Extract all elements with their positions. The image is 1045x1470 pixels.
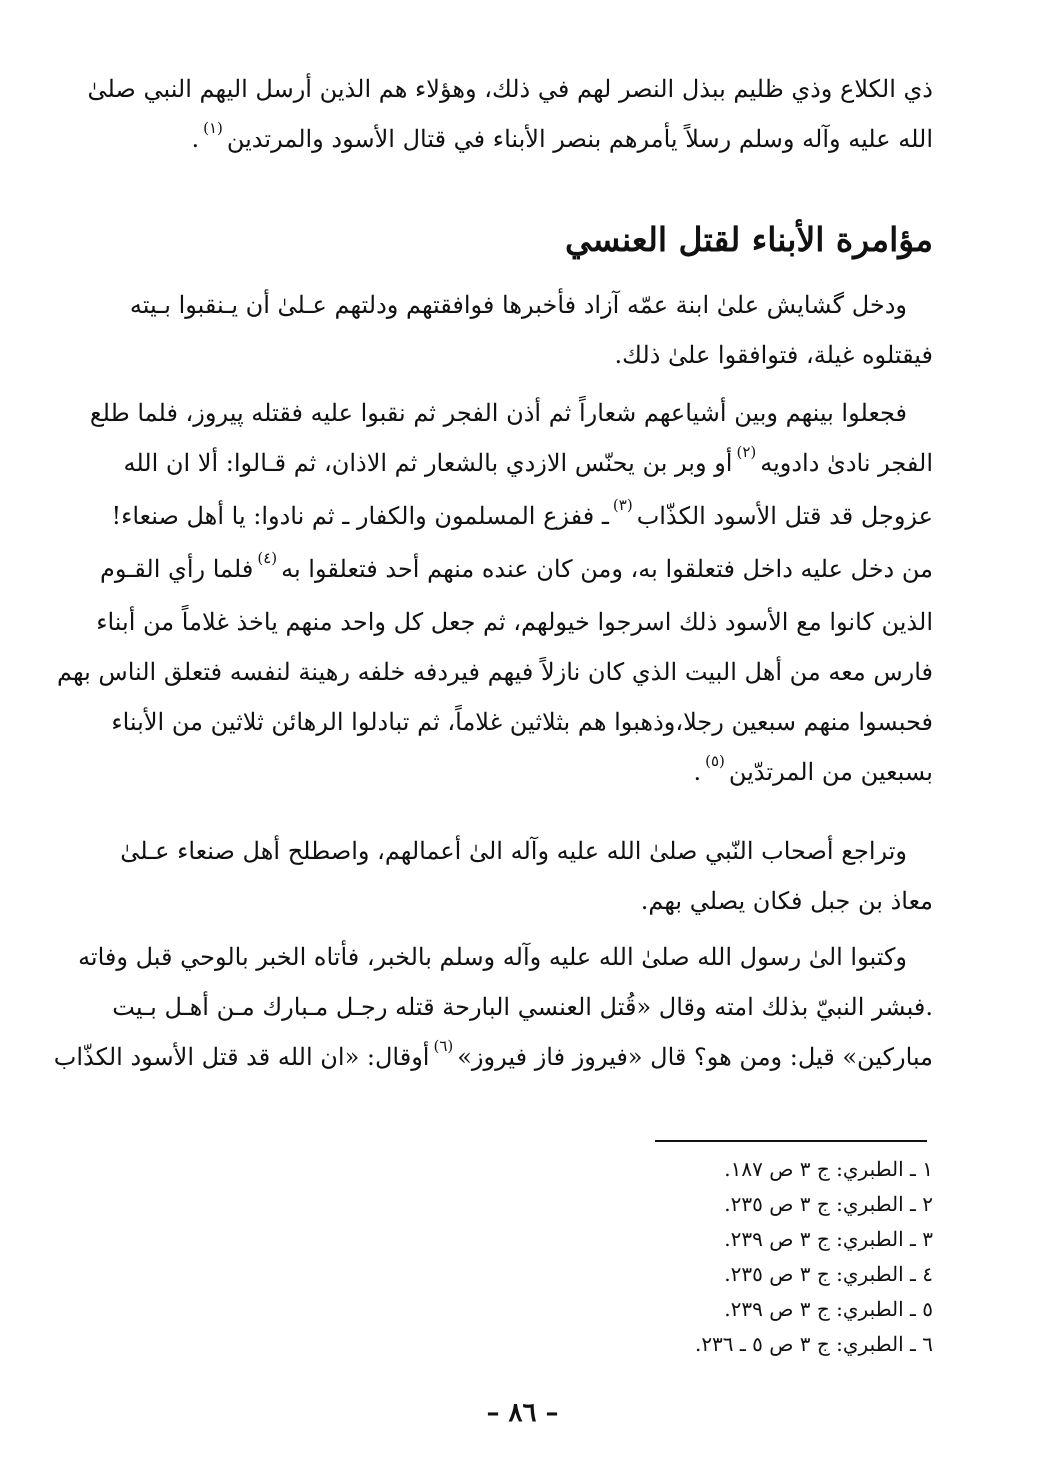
- text-segment: عزوجل قد قتل الأسود الكذّاب: [636, 502, 933, 530]
- text-line: فجعلوا بينهم وبين أشياعهم شعاراً ثم أذن الفجر ثم نقبوا عليه فقتله پيروز، فلما طلع: [89, 399, 907, 427]
- text-line: [53, 1032, 933, 1085]
- text-line: [113, 747, 933, 800]
- paragraph-4: [53, 932, 933, 1085]
- text-line: فيقتلوه غيلة، فتوافقوا علىٰ ذلك.: [614, 341, 933, 369]
- text-line: معاذ بن جبل فكان يصلي بهم.: [640, 887, 933, 915]
- footnote-ref[interactable]: (٣): [612, 496, 633, 514]
- text-segment: .: [693, 758, 702, 786]
- footnote-divider: [655, 1140, 927, 1142]
- text-line: [113, 114, 933, 167]
- text-segment: الله عليه وآله وسلم رسلاً يأمرهم بنصر الأبناء في قتال الأسود والمرتدين: [226, 125, 933, 153]
- text-line: فحبسوا منهم سبعين رجلا،وذهبوا هم بثلاثين غلاماً، ثم تبادلوا الرهائن ثلاثين من الأبناء: [111, 708, 933, 736]
- intro-paragraph: [87, 64, 933, 167]
- text-segment: من دخل عليه داخل فتعلقوا به، ومن كان عنده منهم أحد فتعلقوا به: [281, 555, 933, 583]
- paragraph-1: [113, 280, 933, 380]
- text-line: [100, 544, 933, 597]
- page-number: – ٨٦ –: [486, 1398, 559, 1428]
- text-line: ودخل گشايش علىٰ ابنة عمّه آزاد فأخبرها فوافقتهم ودلتهم عـلىٰ أن يـنقبوا بـيته: [129, 291, 907, 319]
- text-segment: فلما رأي القـوم: [100, 555, 254, 583]
- text-line: [113, 491, 933, 544]
- text-line: [113, 438, 933, 491]
- footnote-item: ١ ـ الطبري: ج ٣ ص ١٨٧.: [724, 1157, 933, 1181]
- footnotes-list: [533, 1152, 933, 1362]
- footnote-ref[interactable]: (١): [203, 119, 223, 137]
- text-segment: مباركين» قيل: ومن هو؟ قال «فيروز فاز فيروز»: [457, 1043, 933, 1071]
- text-segment: ـ ففزع المسلمون والكفار ـ ثم نادوا: يا أهل صنعاء!: [111, 502, 609, 530]
- text-segment: الفجر نادىٰ دادويه: [760, 449, 933, 477]
- footnote-item: ٣ ـ الطبري: ج ٣ ص ٢٣٩.: [724, 1227, 933, 1251]
- text-line: فارس معه من أهل البيت الذي كان نازلاً فيهم فيردفه خلفه رهينة لنفسه فتعلق الناس بهم: [57, 658, 933, 686]
- footnote-ref[interactable]: (٤): [257, 549, 278, 567]
- text-line: .فبشر النبيّ بذلك امته وقال «قُتل العنسي البارحة قتله رجـل مـبارك مـن أهـل بـيت: [112, 993, 933, 1021]
- text-segment: بسبعين من المرتدّين: [728, 758, 933, 786]
- text-segment: أوقال: «ان الله قد قتل الأسود الكذّاب: [53, 1043, 430, 1071]
- text-line: ذي الكلاع وذي ظليم ببذل النصر لهم في ذلك، وهؤلاء هم الذين أرسل اليهم النبي صلىٰ: [87, 75, 933, 103]
- text-segment: أو وبر بن يحنّس الازدي بالشعار ثم الاذان، ثم قـالوا: ألا ان الله: [123, 449, 733, 477]
- footnote-item: ٦ ـ الطبري: ج ٣ ص ٥ ـ ٢٣٦.: [694, 1332, 933, 1356]
- footnote-item: ٤ ـ الطبري: ج ٣ ص ٢٣٥.: [724, 1262, 933, 1286]
- section-heading: مؤامرة الأبناء لقتل العنسي: [565, 220, 933, 259]
- text-line: الذين كانوا مع الأسود ذلك اسرجوا خيولهم، ثم جعل كل واحد منهم ياخذ غلاماً من أبناء: [96, 608, 933, 636]
- text-segment: .: [191, 125, 200, 153]
- footnote-ref[interactable]: (٢): [736, 443, 757, 461]
- paragraph-3: [113, 826, 933, 926]
- paragraph-2: [57, 388, 933, 800]
- footnote-ref[interactable]: (٥): [705, 752, 725, 770]
- footnote-ref[interactable]: (٦): [433, 1037, 454, 1055]
- footnote-item: ٥ ـ الطبري: ج ٣ ص ٢٣٩.: [724, 1297, 933, 1321]
- text-line: وكتبوا الىٰ رسول الله صلىٰ الله عليه وآله وسلم بالخبر، فأتاه الخبر بالوحي قبل وفاته: [78, 943, 907, 971]
- footnote-item: ٢ ـ الطبري: ج ٣ ص ٢٣٥.: [724, 1192, 933, 1216]
- text-line: وتراجع أصحاب النّبي صلىٰ الله عليه وآله الىٰ أعمالهم، واصطلح أهل صنعاء عـلىٰ: [120, 837, 907, 865]
